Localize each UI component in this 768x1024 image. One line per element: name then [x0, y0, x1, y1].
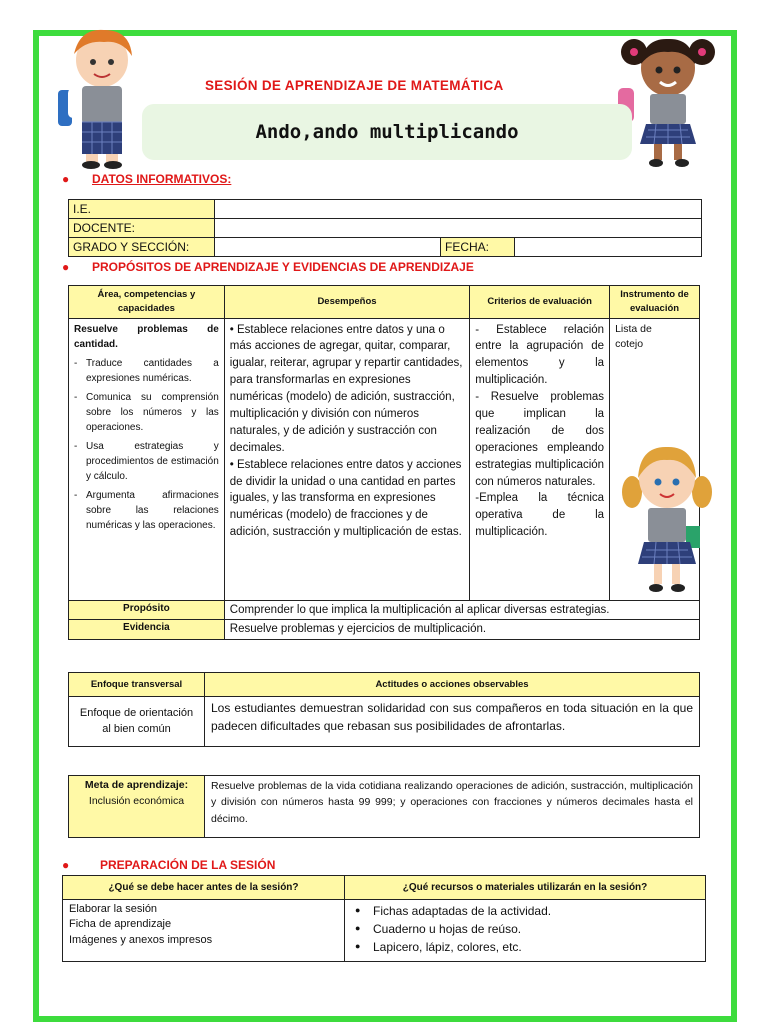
recurso-item: ● Lapicero, lápiz, colores, etc.: [355, 940, 522, 954]
propositos-table: [68, 285, 700, 640]
capacidad-item: - Traduce cantidades a expresiones numéricas.: [74, 356, 219, 386]
antes-item: Imágenes y anexos impresos: [69, 933, 213, 946]
session-title-box: [142, 104, 632, 160]
col-instrumento: Instrumento de evaluación: [610, 286, 700, 319]
enfoque-name: Enfoque de orientación al bien común: [69, 697, 205, 747]
enfoque-table: [68, 672, 700, 747]
recurso-item: ● Cuaderno u hojas de reúso.: [355, 922, 522, 936]
grado-value[interactable]: [215, 238, 441, 257]
evidencia-label: Evidencia: [69, 620, 225, 640]
meta-text: Resuelve problemas de la vida cotidiana realizando operaciones de adición, sustracción, multiplicación y división con números hasta 99 999; y operaciones con fracciones y números decimales hasta el décimo.: [205, 776, 700, 838]
proposito-label: Propósito: [69, 600, 225, 620]
ie-value[interactable]: [215, 200, 702, 219]
preparacion-table: [62, 875, 706, 962]
desempenos-cell: [224, 318, 469, 600]
criterio-1: - Establece relación entre la agrupación de elementos y la multiplicación.: [475, 323, 605, 387]
col-antes: ¿Qué se debe hacer antes de la sesión?: [63, 876, 345, 900]
col-enfoque: Enfoque transversal: [69, 673, 205, 697]
docente-label: DOCENTE:: [69, 219, 215, 238]
antes-item: Ficha de aprendizaje: [69, 918, 172, 931]
antes-cell: [63, 900, 345, 962]
col-recursos: ¿Qué recursos o materiales utilizarán en la sesión?: [345, 876, 706, 900]
bullet-icon: ●: [355, 923, 361, 933]
preparacion-heading: ● PREPARACIÓN DE LA SESIÓN: [62, 858, 276, 872]
capacidad-item: - Comunica su comprensión sobre los números y las operaciones.: [74, 390, 219, 435]
bullet-icon: ●: [62, 172, 70, 186]
propositos-heading: ● PROPÓSITOS DE APRENDIZAJE Y EVIDENCIAS DE APRENDIZAJE: [62, 260, 474, 274]
desempeno-2: • Establece relaciones entre datos y acciones de dividir la unidad o una cantidad en partes iguales, y las transforma en expresiones numéricas (modelo) de fracciones y de adición, sustracción y multiplicación de estas.: [229, 458, 462, 539]
bullet-icon: ●: [355, 941, 361, 951]
subject-title: SESIÓN DE APRENDIZAJE DE MATEMÁTICA: [205, 78, 504, 93]
meta-label-cell: [69, 776, 205, 838]
fecha-label: FECHA:: [441, 238, 515, 257]
meta-sublabel: Inclusión económica: [88, 794, 185, 807]
criterios-cell: [470, 318, 610, 600]
competencia: Resuelve problemas de cantidad.: [74, 323, 219, 350]
actitud-text: Los estudiantes demuestran solidaridad con sus compañeros en toda situación en la que padecen dificultades que rebasan sus posibilidades de afrontarlas.: [205, 697, 700, 747]
instrumento: Lista de cotejo: [615, 322, 652, 350]
meta-label: Meta de aprendizaje:: [84, 779, 189, 791]
docente-value[interactable]: [215, 219, 702, 238]
capacidad-item: - Usa estrategias y procedimientos de estimación y cálculo.: [74, 439, 219, 484]
recursos-cell: [345, 900, 706, 962]
col-criterios: Criterios de evaluación: [470, 286, 610, 319]
recurso-item: ● Fichas adaptadas de la actividad.: [355, 904, 552, 918]
capacidades-list: [74, 356, 219, 533]
antes-item: Elaborar la sesión: [69, 903, 158, 915]
session-title: Ando,ando multiplicando: [255, 121, 519, 143]
proposito-text: Comprender lo que implica la multiplicación al aplicar diversas estrategias.: [224, 600, 699, 620]
bullet-icon: ●: [62, 260, 70, 274]
grado-label: GRADO Y SECCIÓN:: [69, 238, 215, 257]
datos-heading: ● DATOS INFORMATIVOS:: [62, 172, 232, 186]
datos-table: [68, 199, 702, 257]
col-desempenos: Desempeños: [224, 286, 469, 319]
meta-table: [68, 775, 700, 838]
evidencia-text: Resuelve problemas y ejercicios de multiplicación.: [224, 620, 699, 640]
bullet-icon: ●: [62, 858, 70, 872]
col-actitudes: Actitudes o acciones observables: [205, 673, 700, 697]
bullet-icon: ●: [355, 905, 361, 915]
boy-illustration: [52, 24, 152, 169]
area-cell: [69, 318, 225, 600]
capacidad-item: - Argumenta afirmaciones sobre las relaciones numéricas y las operaciones.: [74, 488, 219, 533]
col-area: Área, competencias y capacidades: [69, 286, 225, 319]
fecha-value[interactable]: [515, 238, 702, 257]
criterio-2: - Resuelve problemas que implican la realización de dos operaciones empleando estrategias multiplicación con números naturales.: [475, 391, 605, 488]
girl-illustration-side: [618, 442, 716, 596]
ie-label: I.E.: [69, 200, 215, 219]
desempeno-1: • Establece relaciones entre datos y una o más acciones de agregar, quitar, comparar, igualar, reiterar, agrupar y repartir cantidades, para transformarlas en expresiones numéricas (modelo) de adición, sustracción, multiplicación y división con números naturales, y de adición y sustracción con decimales.: [229, 323, 463, 454]
criterio-3: -Emplea la técnica operativa de la multiplicación.: [475, 492, 605, 539]
